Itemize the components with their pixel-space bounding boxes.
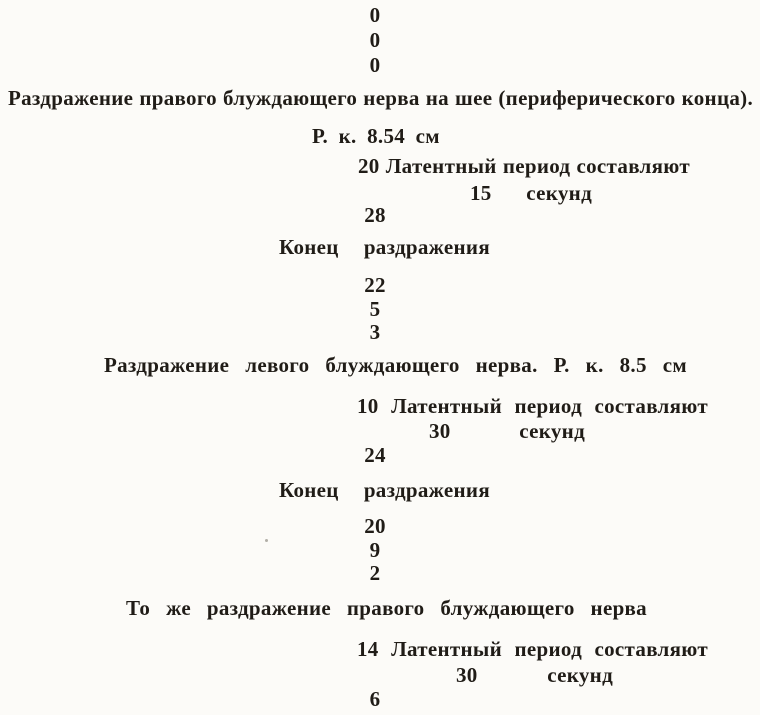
latent-period-note-2: 10 Латентный период составляют bbox=[357, 394, 708, 418]
reading-value-20: 20 bbox=[364, 514, 386, 538]
reading-value-3: 3 bbox=[369, 320, 381, 344]
reading-value-24: 24 bbox=[364, 443, 386, 467]
scan-speck bbox=[265, 539, 268, 542]
section-heading-repeat-right-vagus: То же раздражение правого блуждающего нерва bbox=[126, 596, 647, 620]
coil-distance-value-1: Р. к. 8.54 см bbox=[312, 124, 440, 148]
reading-value-5: 5 bbox=[369, 297, 381, 321]
section-heading-left-vagus: Раздражение левого блуждающего нерва. Р. к. 8.5 см bbox=[104, 353, 687, 377]
section-heading-right-vagus: Раздражение правого блуждающего нерва на шее (периферического конца). bbox=[8, 86, 753, 110]
latent-period-seconds-2: 30 секунд bbox=[429, 419, 585, 443]
end-of-stimulation-label-1: Конец раздражения bbox=[279, 235, 490, 259]
reading-value-22: 22 bbox=[364, 273, 386, 297]
latent-period-seconds-1: 15 секунд bbox=[470, 181, 592, 205]
reading-value-9: 9 bbox=[369, 538, 381, 562]
reading-value-2: 2 bbox=[369, 561, 381, 585]
reading-zero-1: 0 bbox=[369, 3, 381, 27]
reading-zero-3: 0 bbox=[369, 53, 381, 77]
end-of-stimulation-label-2: Конец раздражения bbox=[279, 478, 490, 502]
latent-period-seconds-3: 30 секунд bbox=[456, 663, 613, 687]
latent-period-note-3: 14 Латентный период составляют bbox=[357, 637, 708, 661]
reading-zero-2: 0 bbox=[369, 28, 381, 52]
latent-period-note-1: 20 Латентный период составляют bbox=[358, 154, 690, 178]
reading-value-6: 6 bbox=[369, 687, 381, 711]
reading-value-28: 28 bbox=[364, 203, 386, 227]
